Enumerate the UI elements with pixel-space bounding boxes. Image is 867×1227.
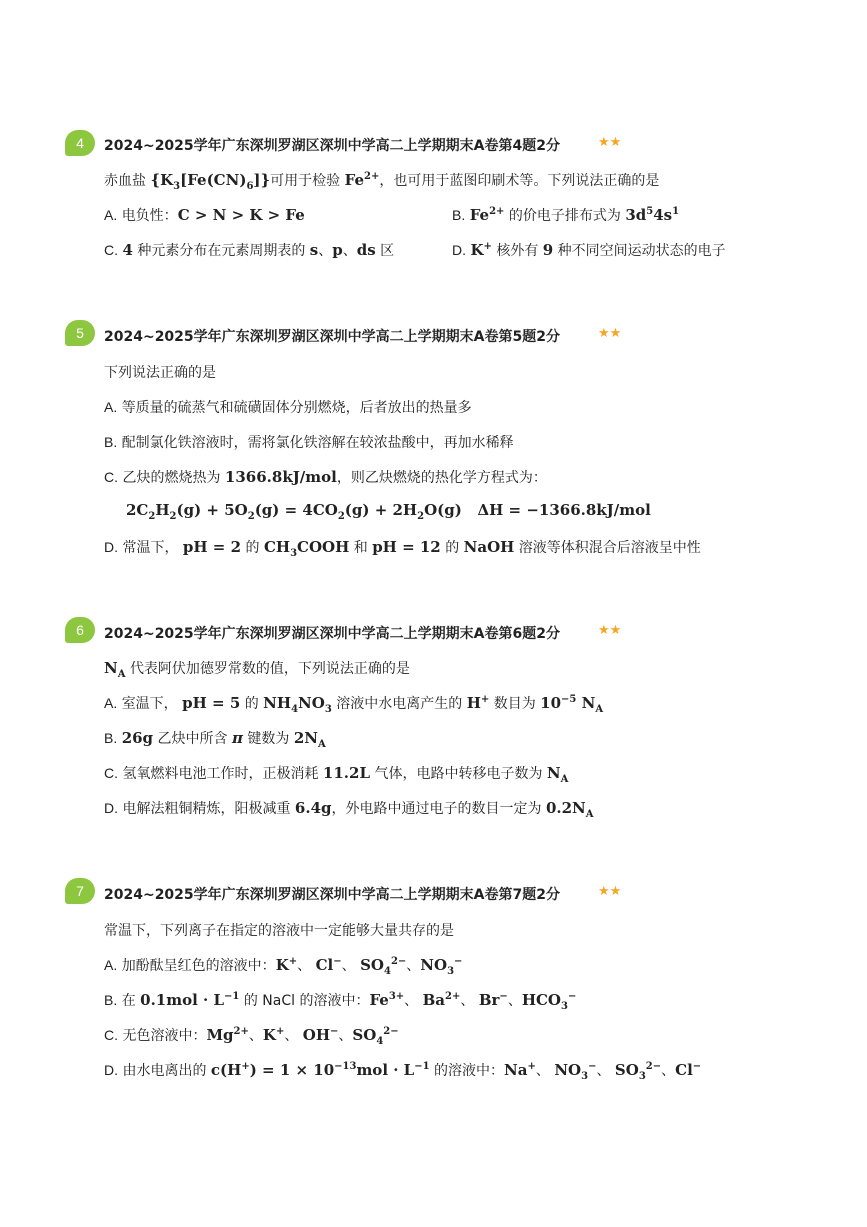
difficulty-stars: ★★ (598, 884, 622, 899)
question-stem: 下列说法正确的是 (104, 365, 216, 381)
option-b[interactable]: B. $Fe^{2+}$ 的价电子排布式为 $3d^54s^1$ (452, 206, 680, 224)
question-number-badge: 4 (65, 130, 95, 156)
option-a[interactable]: A. 等质量的硫蒸气和硫磺固体分别燃烧，后者放出的热量多 (104, 399, 472, 416)
question-header: 2024~2025学年广东深圳罗湖区深圳中学高二上学期期末A卷第5题2分 (104, 329, 560, 345)
option-c[interactable]: C. 乙炔的燃烧热为 1366.8kJ/mol，则乙炔燃烧的热化学方程式为： (104, 468, 547, 486)
option-c[interactable]: C. 无色溶液中：$Mg^{2+}$、K+、 OH−、$SO_4^{2-}$ (104, 1026, 399, 1047)
option-c[interactable]: C. 氢氧燃料电池工作时，正极消耗 11.2L 气体，电路中转移电子数为 $N_A$ (104, 764, 569, 785)
option-a[interactable]: A. 电负性：C > N > K > Fe (104, 206, 305, 224)
option-c[interactable]: C. 4 种元素分布在元素周期表的 s、p、ds 区 (104, 241, 395, 259)
question-header: 2024~2025学年广东深圳罗湖区深圳中学高二上学期期末A卷第7题2分 (104, 887, 560, 903)
option-b[interactable]: B. 26g 乙炔中所含 π 键数为 $2N_A$ (104, 729, 326, 750)
difficulty-stars: ★★ (598, 326, 622, 341)
question-number-badge: 7 (65, 878, 95, 904)
thermochemical-equation: $2C_2H_2(g) + 5O_2(g) = 4CO_2(g) + 2H_2O(g) \Delta H = -1366.8kJ/mol$ (126, 501, 651, 522)
option-d[interactable]: D. K+ 核外有 9 种不同空间运动状态的电子 (452, 241, 726, 259)
option-a[interactable]: A. 加酚酞呈红色的溶液中：K+、 Cl−、 $SO_4^{2-}$、$NO_3^-$ (104, 956, 463, 977)
question-stem: 赤血盐 $\{K_3[Fe(CN)_6]\}$可用于检验 $Fe^{2+}$，也可用于蓝图印刷术等。下列说法正确的是 (104, 171, 660, 192)
option-d[interactable]: D. 由水电离出的 $c(H^+) = 1 \times 10^{-13}mol \cdot L^{-1}$ 的溶液中：Na+、 $NO_3^-$、 $SO_3^{2-}$、Cl− (104, 1061, 702, 1082)
question-stem: $N_A$ 代表阿伏加德罗常数的值，下列说法正确的是 (104, 659, 410, 680)
option-b[interactable]: B. 配制氯化铁溶液时，需将氯化铁溶解在较浓盐酸中，再加水稀释 (104, 434, 514, 451)
question-number-badge: 6 (65, 617, 95, 643)
question-header: 2024~2025学年广东深圳罗湖区深圳中学高二上学期期末A卷第4题2分 (104, 138, 560, 154)
question-header: 2024~2025学年广东深圳罗湖区深圳中学高二上学期期末A卷第6题2分 (104, 626, 560, 642)
question-stem: 常温下，下列离子在指定的溶液中一定能够大量共存的是 (104, 923, 454, 939)
difficulty-stars: ★★ (598, 623, 622, 638)
option-b[interactable]: B. 在 $0.1mol \cdot L^{-1}$ 的 NaCl 的溶液中：$Fe^{3+}$、 $Ba^{2+}$、 Br−、$HCO_3^-$ (104, 991, 577, 1012)
difficulty-stars: ★★ (598, 135, 622, 150)
option-d[interactable]: D. 常温下， pH = 2 的 $CH_3COOH$ 和 pH = 12 的 NaOH 溶液等体积混合后溶液呈中性 (104, 538, 701, 559)
option-a[interactable]: A. 室温下， pH = 5 的 $NH_4NO_3$ 溶液中水电离产生的 H+ 数目为 $10^{-5}$ $N_A$ (104, 694, 604, 715)
question-number-badge: 5 (65, 320, 95, 346)
option-d[interactable]: D. 电解法粗铜精炼，阳极减重 6.4g，外电路中通过电子的数目一定为 $0.2N_A$ (104, 799, 594, 820)
